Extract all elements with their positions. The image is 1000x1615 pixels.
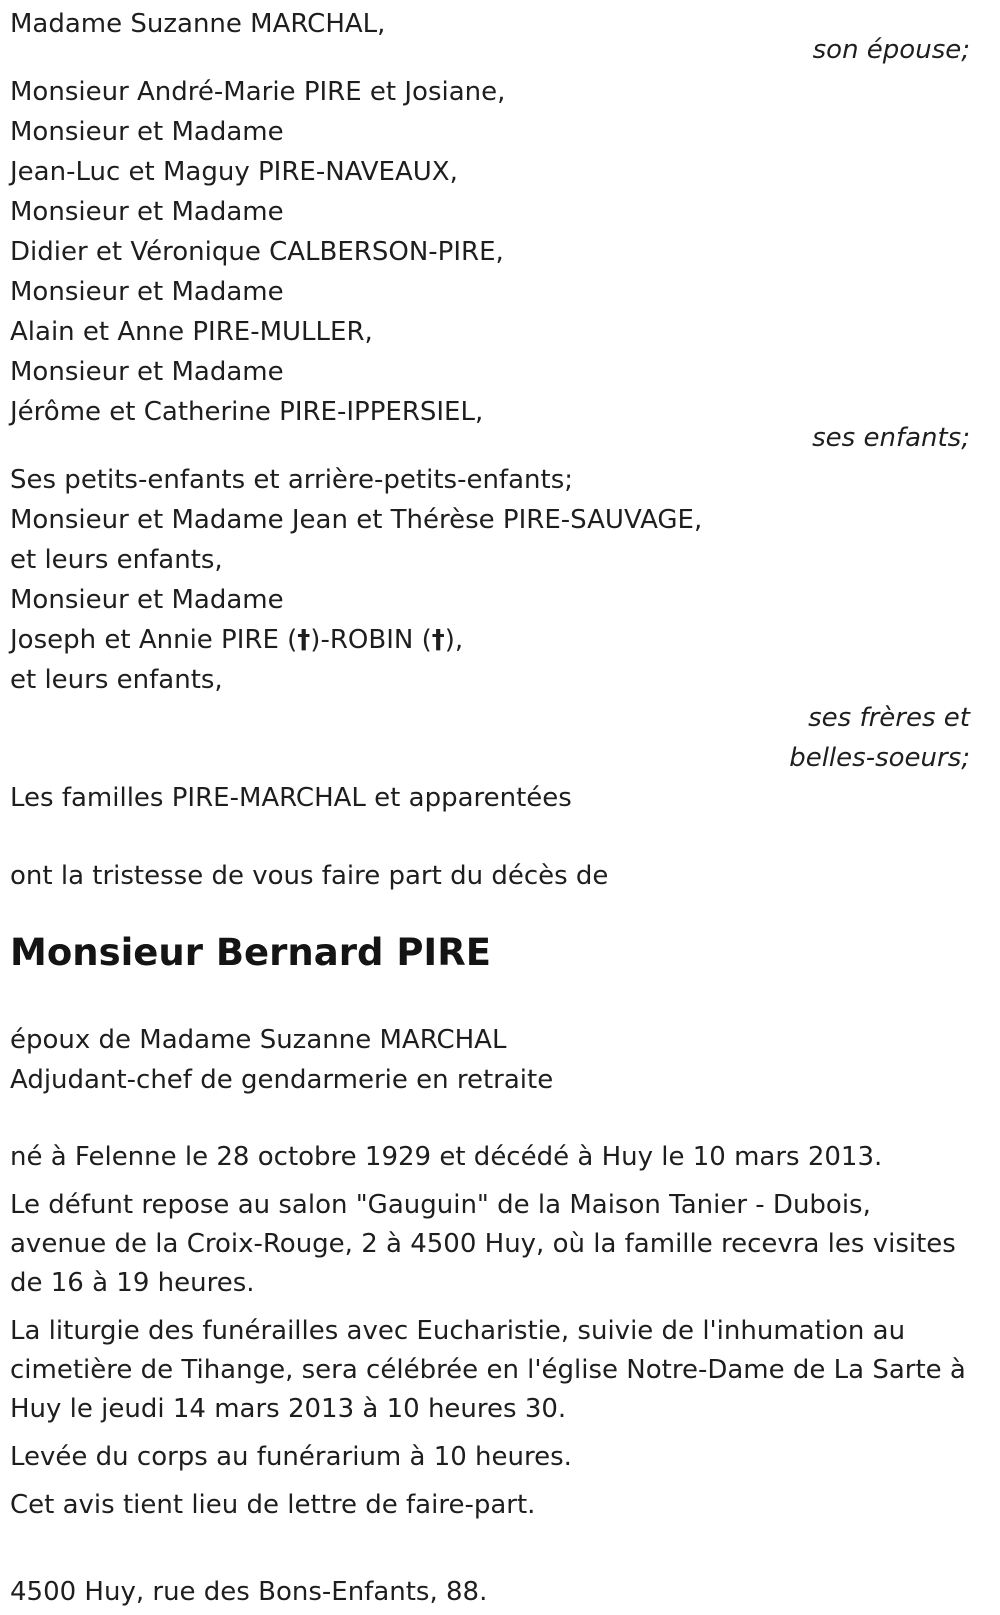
spouse-name: Madame Suzanne MARCHAL, xyxy=(10,9,386,39)
child-line: Didier et Véronique CALBERSON-PIRE, xyxy=(10,237,504,267)
spouse-of-line: époux de Madame Suzanne MARCHAL xyxy=(10,1025,507,1055)
families-line: Les familles PIRE-MARCHAL et apparentées xyxy=(10,783,572,813)
child-line: Monsieur et Madame xyxy=(10,357,284,387)
intro-line: ont la tristesse de vous faire part du décès de xyxy=(10,861,609,891)
levee-paragraph: Levée du corps au funérarium à 10 heures. xyxy=(10,1442,572,1472)
child-line: Monsieur et Madame xyxy=(10,117,284,147)
profession-line: Adjudant-chef de gendarmerie en retraite xyxy=(10,1065,554,1095)
child-line: Monsieur André-Marie PIRE et Josiane, xyxy=(10,77,506,107)
sibling-line-deceased xyxy=(10,620,980,660)
sibling-line: et leurs enfants, xyxy=(10,545,223,575)
spouse-role: son épouse; xyxy=(812,35,970,65)
deceased-name: Monsieur Bernard PIRE xyxy=(10,931,491,974)
sibling-line: et leurs enfants, xyxy=(10,665,223,695)
cross-icon: † xyxy=(297,625,311,655)
cross-icon: † xyxy=(431,625,445,655)
sibling-line: Monsieur et Madame xyxy=(10,585,284,615)
child-line: Monsieur et Madame xyxy=(10,277,284,307)
sibling-line: Monsieur et Madame Jean et Thérèse PIRE-SAUVAGE, xyxy=(10,505,703,535)
child-line: Monsieur et Madame xyxy=(10,197,284,227)
child-line: Jérôme et Catherine PIRE-IPPERSIEL, xyxy=(10,397,484,427)
liturgy-paragraph: La liturgie des funérailles avec Eucharistie, suivie de l'inhumation au cimetière de Tihange, sera célébrée en l'église Notre-Dame de La Sarte à Huy le jeudi 14 mars 2013 à 10 heures 30. xyxy=(10,1316,966,1424)
siblings-role: ses frères et belles-soeurs; xyxy=(789,703,970,773)
sibling-text: ), xyxy=(444,625,464,655)
notice-paragraph: Cet avis tient lieu de lettre de faire-part. xyxy=(10,1490,536,1520)
siblings-role-row xyxy=(10,698,970,778)
sibling-text: Joseph et Annie PIRE ( xyxy=(10,625,298,655)
sibling-text: )-ROBIN ( xyxy=(310,625,432,655)
rest-paragraph: Le défunt repose au salon "Gauguin" de la Maison Tanier - Dubois, avenue de la Croix-Rouge, 2 à 4500 Huy, où la famille recevra les visites de 16 à 19 heures. xyxy=(10,1190,956,1298)
children-role: ses enfants; xyxy=(812,423,970,453)
address-line: 4500 Huy, rue des Bons-Enfants, 88. xyxy=(10,1577,488,1607)
grandchildren-line: Ses petits-enfants et arrière-petits-enfants; xyxy=(10,465,573,495)
birth-death-paragraph: né à Felenne le 28 octobre 1929 et décédé à Huy le 10 mars 2013. xyxy=(10,1142,883,1172)
child-line: Jean-Luc et Maguy PIRE-NAVEAUX, xyxy=(10,157,458,187)
child-line: Alain et Anne PIRE-MULLER, xyxy=(10,317,373,347)
